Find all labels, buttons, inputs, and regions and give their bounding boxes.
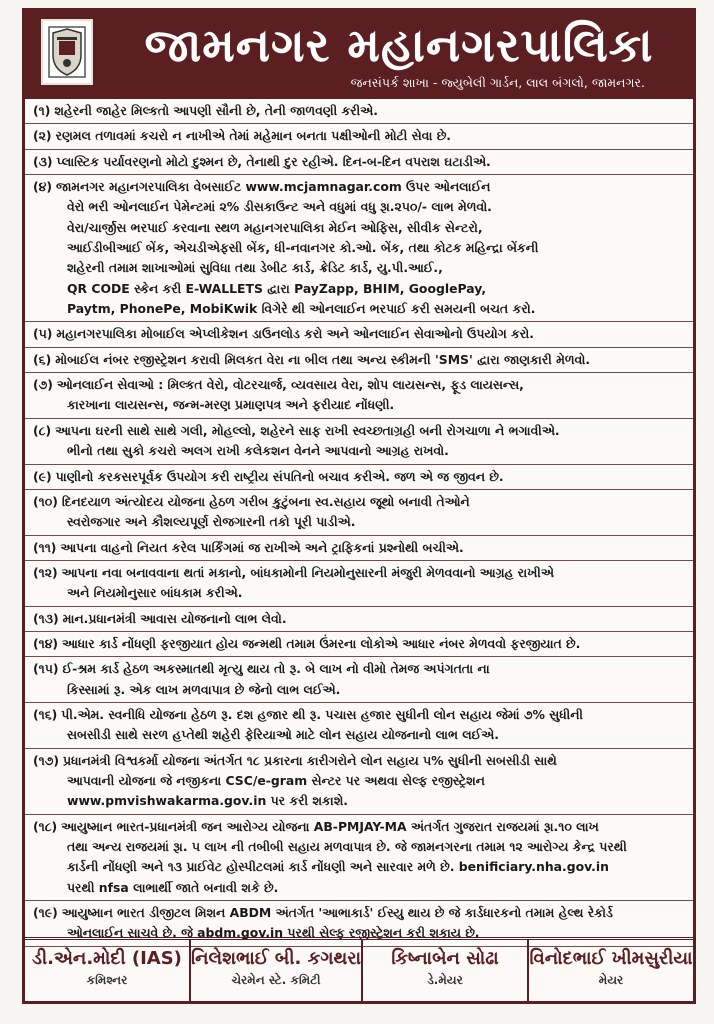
item-text: ઓનલાઈન સાચવે છે. જે abdm.gov.in પરથી સેલ્ફ રજીસ્ટ્રેશન કરી શકાય છે. <box>67 925 480 941</box>
signatory <box>25 940 191 1004</box>
item-text: સબસીડી સાથે સરળ હપ્તેથી શહેરી ફેરિયાઓ માટે લોન સહાય યોજનાનો લાભ લઈએ. <box>67 727 499 743</box>
item-text: રણમલ તળાવમાં કચરો ન નાખીએ તેમાં મહેમાન બનતા પક્ષીઓની મોટી સેવા છે. <box>55 128 452 144</box>
notice-frame <box>22 8 696 1004</box>
notice-line <box>33 563 685 583</box>
item-number: (૧૬) <box>33 706 58 722</box>
notice-line <box>33 152 685 172</box>
item-number: (૯) <box>33 468 52 484</box>
notice-line <box>33 512 685 532</box>
signatory-name: કિષ્નાબેન સોઢા <box>391 948 499 969</box>
item-number: (૧૯) <box>33 905 58 921</box>
notice-line <box>33 375 685 395</box>
notice-line <box>33 197 685 217</box>
notice-item <box>25 536 693 561</box>
notice-line <box>33 791 685 811</box>
item-number: (૧૫) <box>33 661 59 677</box>
item-text: આયુષ્માન ભારત ડીજીટલ મિશન ABDM અંતર્ગત 'આભાકાર્ડ' ઈસ્યુ થાય છે જે કાર્ડધારકનો તમામ હેલ્થ રેકોર્ડ <box>61 905 613 921</box>
item-number: (૧૧) <box>33 539 57 555</box>
item-number: (૮) <box>33 422 52 438</box>
notice-line <box>33 857 685 877</box>
notice-item <box>25 607 693 632</box>
notice-item <box>25 124 693 149</box>
item-text: વેરા/ચાર્જીસ ભરપાઈ કરવાના સ્થળ મહાનગરપાલિકા મેઈન ઓફિસ, સીવીક સેન્ટરો, <box>67 219 483 235</box>
item-text: આપના વાહનો નિયત કરેલ પાર્કિંગમાં જ રાખીએ અને ટ્રાફિકનાં પ્રશ્નોથી બચીએ. <box>60 539 464 555</box>
item-text: આયુષ્માન ભારત-પ્રધાનમંત્રી જન આરોગ્ય યોજના AB-PMJAY-MA અંતર્ગત ગુજરાત રાજયમાં રૂા.૧૦ લાખ <box>61 818 599 834</box>
notice-line <box>33 324 685 344</box>
notice-line <box>33 751 685 771</box>
notice-list <box>25 99 693 947</box>
notice-line <box>33 771 685 791</box>
item-text: પરથી nfsa લાભાર્થી જાતે બનાવી શકે છે. <box>67 879 279 895</box>
signatory-bar <box>25 937 693 1004</box>
notice-line <box>33 126 685 146</box>
notice-item <box>25 561 693 607</box>
item-text: કારખાના લાયસન્સ, જન્મ-મરણ પ્રમાણપત્ર અને ફરીયાદ નોંધણી. <box>67 397 395 413</box>
item-text: તથા અન્ય રાજયમાં રૂા. ૫ લાખ ની તબીબી સહાય મળવાપાત્ર છે. જે જામનગરના તમામ ૧૨ આરોગ્ય કેન્દ્ર પરથી <box>67 839 627 854</box>
item-text: આધાર કાર્ડ નોંધણી ફરજીયાત હોય જન્મથી તમામ ઉંમરના લોકોએ આધાર નંબર મેળવવો ફરજીયાત છે. <box>62 635 581 651</box>
notice-line <box>33 238 685 258</box>
notice-line <box>33 878 685 898</box>
notice-line <box>33 218 685 238</box>
notice-line <box>33 583 685 603</box>
notice-item <box>25 175 693 322</box>
notice-item <box>25 703 693 749</box>
item-number: (૭) <box>33 377 53 393</box>
item-text: મોબાઈલ નંબર રજીસ્ટ્રેશન કરાવી મિલકત વેરા ના બીલ તથા અન્ય સ્કીમની 'SMS' દ્વારા જાણકારી મેળવો. <box>55 351 591 367</box>
item-number: (૧) <box>33 103 51 118</box>
item-text: આઈડીબીઆઈ બેંક, એચડીએફસી બેંક, ધી-નવાનગર કો.ઓ. બેંક, તથા કોટક મહિન્દ્રા બેંકની <box>67 240 539 256</box>
notice-line <box>33 837 685 857</box>
notice-line <box>33 467 685 487</box>
notice-item <box>25 348 693 373</box>
item-text: ઈ-શ્રમ કાર્ડ હેઠળ અકસ્માતથી મૃત્યુ થાય તો રૂ. બે લાખ નો વીમો તેમજ અપંગતતા ના <box>62 661 490 677</box>
item-number: (૫) <box>33 326 53 342</box>
notice-line <box>33 177 685 197</box>
header-banner <box>25 11 693 99</box>
item-text: www.pmvishwakarma.gov.in પર કરી શકાશે. <box>67 793 348 809</box>
item-text: શહેરની તમામ શાખાઓમાં સુવિધા તથા ડેબીટ કાર્ડ, ક્રેડિટ કાર્ડ, યુ.પી.આઈ., <box>67 260 443 276</box>
item-text: કિસ્સામાં રૂ. એક લાખ મળવાપાત્ર છે જેનો લાભ લઈએ. <box>67 681 341 697</box>
page-title: જામનગર મહાનગરપાલિકા <box>144 18 654 72</box>
item-text: પાણીનો કરકસરપૂર્વક ઉપયોગ કરી રાષ્ટ્રીય સંપતિનો બચાવ કરીએ. જળ એ જ જીવન છે. <box>55 468 504 484</box>
item-text: શહેરની જાહેર મિલ્કતો આપણી સૌની છે, તેની જાળવણી કરીએ. <box>54 103 378 118</box>
item-text: પ્રધાનમંત્રી વિશ્વકર્મા યોજના અંતર્ગત ૧૮ પ્રકારના કારીગરોને લોન સહાય ૫% સુધીની સબસીડી સાથે <box>62 752 557 768</box>
item-text: આપના નવા બનાવવાના થતાં મકાનો, બાંધકામોની નિયમોનુસારની મંજુરી મેળવવાનો આગ્રહ રાખીએ <box>61 564 554 580</box>
item-text: મહાનગરપાલિકા મોબાઈલ એપ્લીકેશન ડાઉનલોડ કરો અને ઓનલાઈન સેવાઓનો ઉપયોગ કરો. <box>56 326 534 342</box>
notice-line <box>33 279 685 299</box>
item-number: (૧૪) <box>33 635 59 651</box>
notice-line <box>33 817 685 837</box>
item-text: ભીનો તથા સુકો કચરો અલગ રાખી કલેકશન વેનને આપવાનો આગ્રહ રાખવો. <box>67 443 449 459</box>
item-text: સ્વરોજગાર અને કૌશલ્યપૂર્ણ રોજગારની તકો પૂરી પાડીએ. <box>67 514 356 530</box>
notice-item <box>25 419 693 465</box>
signatory <box>191 940 363 1004</box>
notice-line <box>33 659 685 679</box>
notice-line <box>33 725 685 745</box>
item-text: અને નિયમોનુસાર બાંધકામ કરીએ. <box>67 585 243 601</box>
item-number: (૨) <box>33 128 52 144</box>
item-text: આપવાની યોજના જે નજીકના CSC/e-gram સેન્ટર પર અથવા સેલ્ફ રજીસ્ટ્રેશન <box>67 772 485 788</box>
municipal-emblem-icon <box>41 19 93 85</box>
signatory-role: ચેરમેન સ્ટે. કમિટી <box>231 973 321 987</box>
item-text: વેરો ભરી ઓનલાઈન પેમેન્ટમાં ૨% ડીસકાઉન્ટ અને વધુમાં વધુ રૂા.૨૫૦/- લાભ મેળવો. <box>67 199 492 215</box>
notice-item <box>25 490 693 536</box>
item-number: (૩) <box>33 153 53 169</box>
notice-item <box>25 322 693 347</box>
signatory-name: ડી.એન.મોદી (IAS) <box>32 948 182 969</box>
notice-line <box>33 441 685 461</box>
notice-line <box>33 258 685 278</box>
notice-line <box>33 903 685 923</box>
notice-line <box>33 705 685 725</box>
item-text: પ્લાસ્ટિક પર્યાવરણનો મોટો દુશ્મન છે, તેનાથી દુર રહીએ. દિન-બ-દિન વપરાશ ઘટાડીએ. <box>56 153 491 169</box>
notice-item <box>25 99 693 124</box>
signatory-role: મેયર <box>598 973 624 987</box>
item-text: QR CODE સ્કેન કરી E-WALLETS દ્વારા PayZapp, BHIM, GooglePay, <box>67 280 487 296</box>
signatory-role: કમિશ્નર <box>86 973 128 987</box>
page-subtitle: જનસંપર્ક શાખા - જ્યુબેલી ગાર્ડન, લાલ બંગલો, જામનગર. <box>350 75 645 90</box>
item-text: આપના ઘરની સાથે સાથે ગલી, મોહલ્લો, શહેરને સાફ રાખી સ્વચ્છતાગ્રહી બની રોગચાળા ને ભગાવીએ. <box>55 422 560 438</box>
item-number: (૧૮) <box>33 818 58 834</box>
item-text: માન.પ્રધાનમંત્રી આવાસ યોજનાનો લાભ લેવો. <box>62 610 287 626</box>
notice-line <box>33 609 685 629</box>
notice-item <box>25 373 693 419</box>
item-number: (૧૭) <box>33 752 60 768</box>
notice-line <box>33 421 685 441</box>
item-text: કાર્ડની નોંધણી અને ૧૩ પ્રાઈવેટ હોસ્પીટલમાં કાર્ડ નોંધણી અને સારવાર મળે છે. benificiary.nha.gov.in <box>67 859 609 875</box>
notice-line <box>33 492 685 512</box>
notice-line <box>33 350 685 370</box>
notice-item <box>25 815 693 901</box>
item-text: ઓનલાઈન સેવાઓ : મિલ્કત વેરો, વોટરચાર્જ, વ્યવસાય વેરા, શોપ લાયસન્સ, ફૂડ લાયસન્સ, <box>56 377 524 393</box>
signatory-name: નિલેશભાઈ બી. કગથરા <box>191 948 362 969</box>
notice-item <box>25 150 693 175</box>
notice-item <box>25 749 693 815</box>
notice-line <box>33 101 685 121</box>
item-number: (૬) <box>33 351 52 367</box>
signatory-name: વિનોદભાઈ ખીમસુરીયા <box>529 948 693 969</box>
signatory <box>363 940 529 1004</box>
item-number: (૪) <box>33 179 53 195</box>
item-number: (૧૨) <box>33 564 58 580</box>
notice-item <box>25 657 693 703</box>
notice-line <box>33 538 685 558</box>
item-number: (૧૦) <box>33 493 58 509</box>
notice-line <box>33 680 685 700</box>
notice-line <box>33 634 685 654</box>
notice-item <box>25 465 693 490</box>
item-text: દિનદયાળ અંત્યોદય યોજના હેઠળ ગરીબ કુટુંબના સ્વ.સહાય જૂથો બનાવી તેઓને <box>61 493 470 509</box>
item-text: પી.એમ. સ્વનીધિ યોજના હેઠળ રૂ. દશ હજાર થી રૂ. પચાસ હજાર સુધીની લોન સહાય જેમાં ૭% સુધીની <box>61 706 583 722</box>
notice-line <box>33 395 685 415</box>
item-text: Paytm, PhonePe, MobiKwik વિગેરે થી ઓનલાઈન ભરપાઈ કરી સમયની બચત કરો. <box>67 301 536 317</box>
signatory <box>529 940 693 1004</box>
item-number: (૧૩) <box>33 610 59 626</box>
notice-item <box>25 632 693 657</box>
signatory-role: ડે.મેયર <box>427 973 463 987</box>
item-text: જામનગર મહાનગરપાલિકા વેબસાઈટ www.mcjamnagar.com ઉપર ઓનલાઈન <box>55 179 491 195</box>
notice-line <box>33 299 685 319</box>
